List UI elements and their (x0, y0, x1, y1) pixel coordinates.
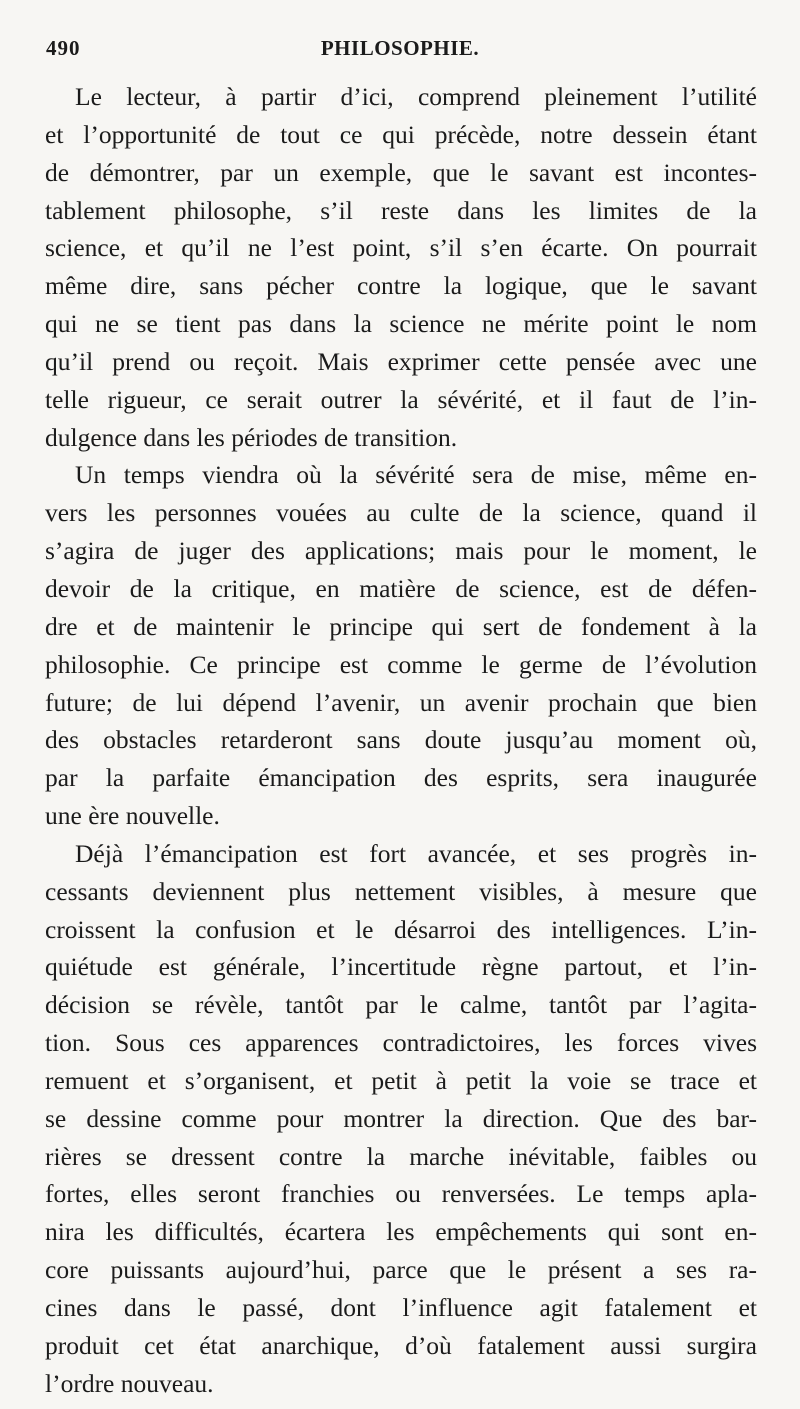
text-line: core puissants aujourd’hui, parce que le présent a ses ra- (45, 1255, 757, 1285)
text-line: qui ne se tient pas dans la science ne mérite point le nom (45, 309, 757, 339)
text-line: quiétude est générale, l’incertitude règne partout, et l’in- (45, 952, 757, 982)
text-line: science, et qu’il ne l’est point, s’il s’en écarte. On pourrait (45, 233, 757, 263)
text-line: tion. Sous ces apparences contradictoires, les forces vives (45, 1028, 757, 1058)
text-line: dre et de maintenir le principe qui sert de fondement à la (45, 611, 757, 641)
text-line: vers les personnes vouées au culte de la science, quand il (45, 498, 757, 528)
text-line: produit cet état anarchique, d’où fatalement aussi surgira (45, 1330, 757, 1360)
text-line: Le lecteur, à partir d’ici, comprend pleinement l’utilité (75, 82, 757, 111)
text-line: Un temps viendra où la sévérité sera de mise, même en- (75, 460, 757, 490)
text-line: se dessine comme pour montrer la direction. Que des bar- (45, 1103, 757, 1133)
text-line: même dire, sans pécher contre la logique, que le savant (45, 271, 757, 301)
text-line: devoir de la critique, en matière de science, est de défen- (45, 573, 757, 603)
text-line: nira les difficultés, écartera les empêchements qui sont en- (45, 1217, 757, 1247)
text-line: cessants deviennent plus nettement visibles, à mesure que (45, 876, 757, 906)
text-line: future; de lui dépend l’avenir, un avenir prochain que bien (45, 687, 757, 717)
page-number: 490 (46, 36, 81, 60)
text-line: décision se révèle, tantôt par le calme, tantôt par l’agita- (45, 990, 757, 1020)
text-line: dulgence dans les périodes de transition. (45, 422, 458, 452)
text-line: croissent la confusion et le désarroi des intelligences. L’in- (45, 914, 757, 944)
text-line: et l’opportunité de tout ce qui précède, notre dessein étant (45, 119, 757, 149)
text-line: remuent et s’organisent, et petit à petit la voie se trace et (45, 1065, 757, 1095)
text-line: l’ordre nouveau. (45, 1368, 214, 1398)
text-line: qu’il prend ou reçoit. Mais exprimer cette pensée avec une (45, 346, 757, 376)
text-line: une ère nouvelle. (45, 801, 220, 831)
text-line: Déjà l’émancipation est fort avancée, et ses progrès in- (75, 838, 757, 868)
text-line: telle rigueur, ce serait outrer la sévérité, et il faut de l’in- (45, 384, 757, 414)
text-line: philosophie. Ce principe est comme le germe de l’évolution (45, 649, 757, 679)
text-line: cines dans le passé, dont l’influence agit fatalement et (45, 1293, 757, 1322)
text-line: des obstacles retarderont sans doute jusqu’au moment où, (45, 725, 757, 755)
text-line: rières se dressent contre la marche inévitable, faibles ou (45, 1141, 757, 1171)
running-head: PHILOSOPHIE. (320, 36, 480, 60)
text-line: par la parfaite émancipation des esprits, sera inaugurée (45, 763, 757, 793)
text-line: s’agira de juger des applications; mais pour le moment, le (45, 536, 757, 566)
text-line: de démontrer, par un exemple, que le savant est incontes- (45, 157, 757, 187)
body-text (45, 78, 757, 1403)
page-header (44, 36, 756, 66)
text-line: fortes, elles seront franchies ou renversées. Le temps apla- (45, 1179, 757, 1209)
text-line: tablement philosophe, s’il reste dans les limites de la (45, 195, 757, 225)
